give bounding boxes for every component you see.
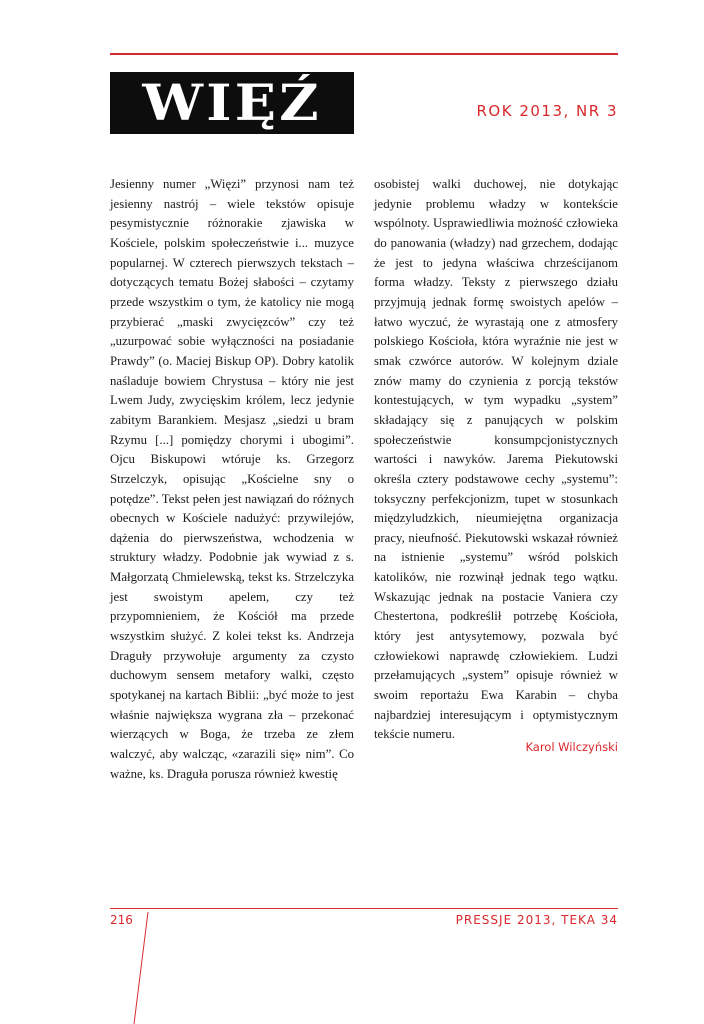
paragraph-left: Jesienny numer „Więzi” przynosi nam też jesienny nastrój – wiele tekstów opisuje pesymistycznie różnorakie zjawiska w Kościele, polskim społeczeństwie i... muzyce popularnej. W czterech pierwszych tekstach – dotyczących tematu Bożej słabości – czytamy przede wszystkim o tym, że katolicy nie mogą przybierać „maski zwycięzców” czy też „uzurpować sobie wyłączności na posiadanie Prawdy” (o. Maciej Biskup OP). Dobry katolik naśladuje bowiem Chrystusa – który nie jest Lwem Judy, zwycięskim królem, lecz jedynie zabitym Barankiem. Mesjasz „siedzi u bram Rzymu [...] pomiędzy chorymi i ubogimi”. Ojcu Biskupowi wtóruje ks. Grzegorz Strzelczyk, opisując „Kościelne sny o potędze”. Tekst pełen jest nawiązań do różnych obecnych w Kościele nadużyć: przywilejów, dążenia do pierwszeństwa, wchodzenia w struktury władzy. Podobnie jak wywiad z s. Małgorzatą Chmielewską, tekst ks. Strzelczyka jest swoistym apelem, czy też przypomnieniem, że Kościół ma przede wszystkim służyć. Z kolei tekst ks. Andrzeja Draguły przywołuje argumenty za czysto duchowym sensem metafory walki, często spotykanej na kartach Biblii: „być może to jest właśnie największa wygrana zła – przekonać wierzących w Boga, że trzeba ze złem walczyć, aby walcząc, «zarazili się» nim”. Co ważne, ks. Draguła porusza również kwestię <box>110 177 354 781</box>
article-column-left <box>110 175 354 784</box>
article-column-right <box>374 175 618 745</box>
logo-text: WIĘŹ <box>142 73 322 132</box>
page-number: 216 <box>110 913 133 927</box>
bottom-rule <box>110 908 618 909</box>
journal-logo <box>110 72 354 134</box>
issue-label: ROK 2013, NR 3 <box>476 102 618 120</box>
paragraph-right: osobistej walki duchowej, nie dotykając jedynie problemu władzy w kontekście wspólnoty. Usprawiedliwia możność człowieka do panowania (władzy) nad grzechem, dodając że jest to jedyna właściwa chrześcijanom forma władzy. Teksty z pierwszego działu przyjmują jednak formę swoistych apelów – łatwo wyczuć, że wyrastają one z atmosfery polskiego Kościoła, która wyraźnie nie jest w smak czwórce autorów. W kolejnym dziale znów mamy do czynienia z porcją tekstów kontestujących, w tym wypadku „system” składający się z panujących w polskim społeczeństwie konsumpcjonistycznych wartości i nawyków. Jarema Piekutowski określa cztery podstawowe cechy „systemu”: toksyczny perfekcjonizm, tupet w stosunkach międzyludzkich, nieumiejętna organizacja pracy, nieufność. Piekutowski wskazał również na istnienie „systemu” wśród polskich katolików, nie rozwinął jednak tego wątku. Wskazując jednak na postacie Vaniera czy Chestertona, podkreślił potrzebę Kościoła, który jest antysytemowy, pozwala być człowiekowi naprawdę człowiekiem. Ludzi przełamujących „system” opisuje również w swoim reportażu Ewa Karabin – chyba najbardziej interesującym i optymistycznym tekście numeru. <box>374 177 618 742</box>
running-footer: PRESSJE 2013, TEKA 34 <box>455 913 618 927</box>
author-signature: Karol Wilczyński <box>525 740 618 754</box>
top-rule <box>110 53 618 55</box>
